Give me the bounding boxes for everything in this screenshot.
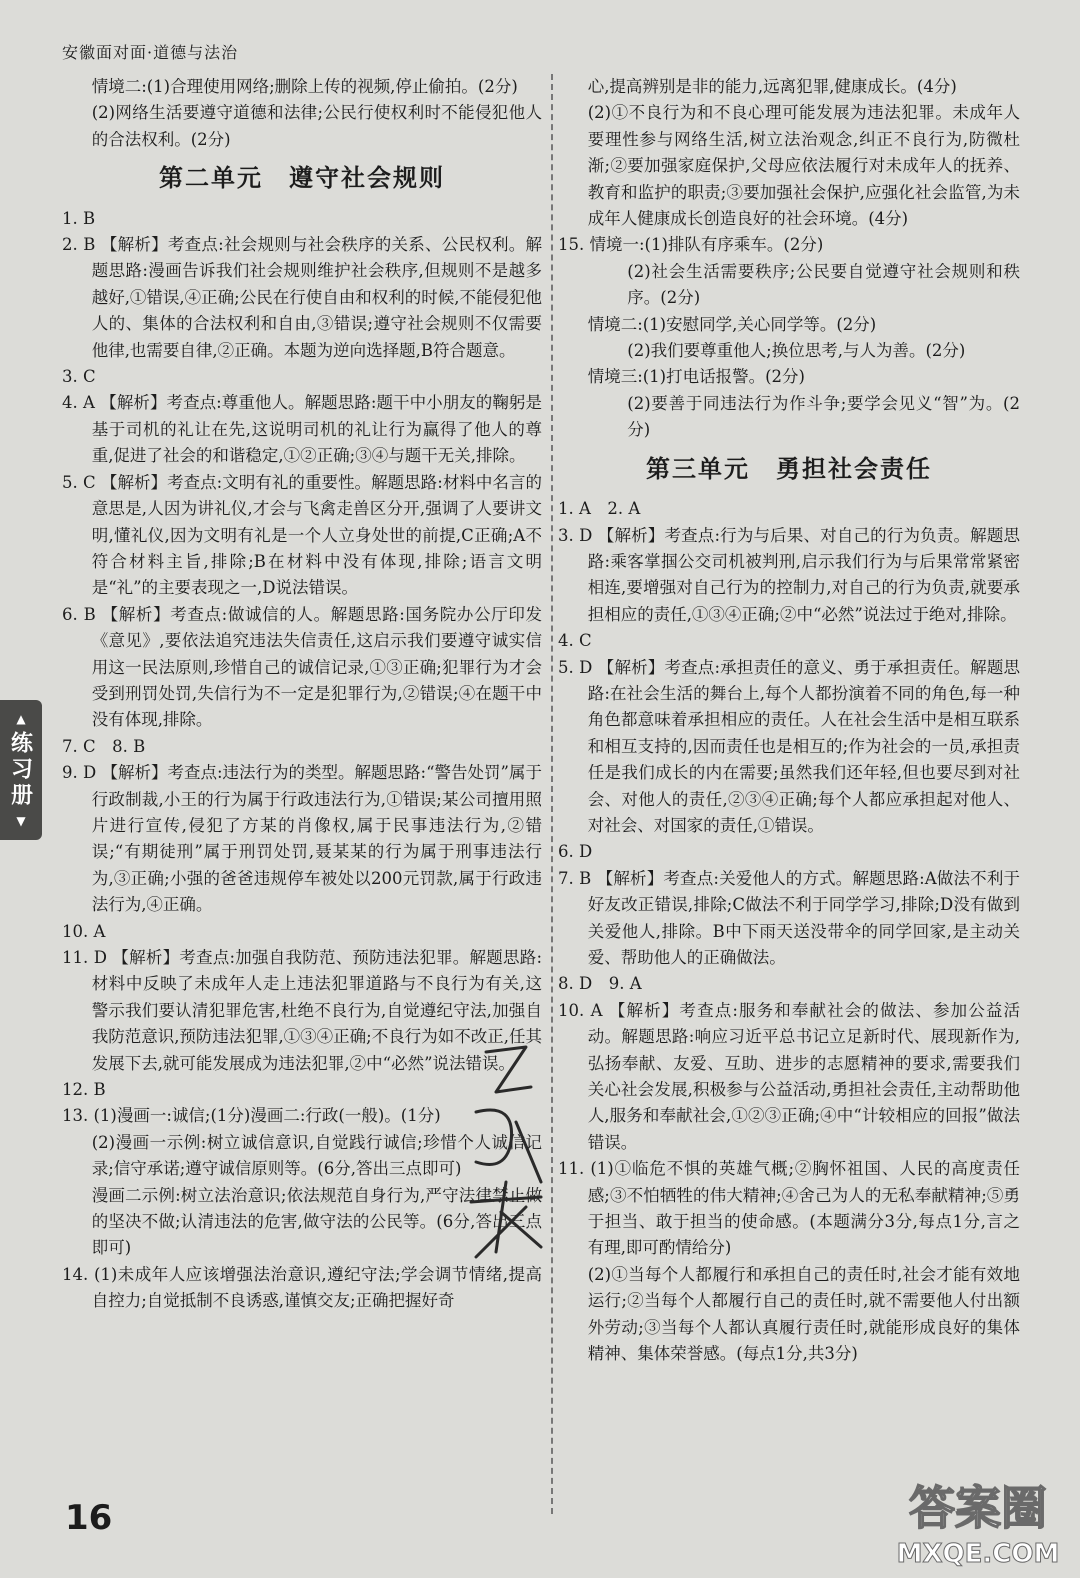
answer-subitem: (2)漫画一示例:树立诚信意识,自觉践行诚信;珍惜个人诚信记录;信守承诺;遵守诚信原则等。(6分,答出三点即可) — [91, 1132, 542, 1179]
triangle-down-icon: ▼ — [16, 814, 26, 828]
answer-subitem: 情境三:(1)打电话报警。(2分) — [587, 367, 805, 387]
answer-item: 13. (1)漫画一:诚信;(1分)漫画二:行政(一般)。(1分) — [62, 1106, 441, 1126]
answer-paragraph: 情境二:(1)合理使用网络;删除上传的视频,停止偷拍。(2分) — [91, 77, 518, 96]
answer-item: 1. B — [62, 208, 96, 228]
answer-item: 5. C 【解析】考查点:文明有礼的重要性。解题思路:材料中名言的意思是,人因为讲礼仪,才会与飞禽走兽区分开,强调了人要讲文明,懂礼仪,因为文明有礼是一个人立身处世的前提,C正确;A不符合材料主旨,排除;B在材料中没有体现,排除;语言文明是“礼”的主要表现之一,D说法错误。 — [62, 472, 542, 598]
answer-paragraph: (2)网络生活要遵守道德和法律;公民行使权利时不能侵犯他人的合法权利。(2分) — [91, 103, 542, 149]
watermark-cn: 答案圈 — [909, 1481, 1047, 1535]
watermark-logo — [888, 1462, 1068, 1572]
answer-item: 4. A 【解析】考查点:尊重他人。解题思路:题干中小朋友的鞠躬是基于司机的礼让在先,这说明司机的礼让行为赢得了他人的尊重,促进了社会的和谐稳定,①②正确;③④与题干无关,排除。 — [62, 393, 542, 466]
answer-item: 3. D 【解析】考查点:行为与后果、对自己的行为负责。解题思路:乘客掌掴公交司机被判刑,启示我们行为与后果常常紧密相连,要增强对自己行为的控制力,对自己的行为负责,就要承担相应的责任,①③④正确;②中“必然”说法过于绝对,排除。 — [558, 525, 1020, 624]
answer-subitem: (2)我们要尊重他人;换位思考,与人为善。(2分) — [627, 341, 966, 361]
page-number: 16 — [65, 1498, 113, 1538]
answer-item: 14. (1)未成年人应该增强法治意识,遵纪守法;学会调节情绪,提高自控力;自觉抵制不良诱惑,谨慎交友;正确把握好奇 — [62, 1264, 542, 1311]
answer-subitem: 漫画二示例:树立法治意识;依法规范自身行为,严守法律禁止做的坚决不做;认清违法的危害,做守法的公民等。(6分,答出三点即可) — [91, 1185, 542, 1258]
handwritten-scribble — [456, 1032, 556, 1262]
section-title: 第三单元 勇担社会责任 — [646, 454, 932, 483]
watermark-en: MXQE.COM — [896, 1539, 1060, 1569]
answer-item: 3. C — [62, 367, 96, 387]
right-column — [558, 74, 1020, 1368]
answer-subitem: (2)要善于同违法行为作斗争;要学会见义“智”为。(2分) — [627, 393, 1020, 440]
running-header: 安徽面对面·道德与法治 — [62, 43, 239, 62]
answer-item: 2. B 【解析】考查点:社会规则与社会秩序的关系、公民权利。解题思路:漫画告诉我们社会规则维护社会秩序,但规则不是越多越好,①错误,④正确;公民在行使自由和权利的时候,不能侵犯他人的、集体的合法权利和自由,③错误;遵守社会规则不仅需要他律,也需要自律,②正确。本题为逆向选择题,B符合题意。 — [62, 235, 542, 360]
answer-subitem: 心,提高辨别是非的能力,远离犯罪,健康成长。(4分) — [587, 77, 957, 96]
answer-item: 1. A 2. A — [558, 499, 641, 519]
answer-item: 11. D 【解析】考查点:加强自我防范、预防违法犯罪。解题思路:材料中反映了未成年人走上违法犯罪道路与不良行为有关,这警示我们要认清犯罪危害,杜绝不良行为,自觉遵纪守法,加强自我防范意识,预防违法犯罪,①③④正确;不良行为如不改正,任其发展下去,就可能发展成为违法犯罪,②中“必然”说法错误。 — [62, 948, 542, 1073]
answer-subitem: (2)①当每个人都履行和承担自己的责任时,社会才能有效地运行;②当每个人都履行自己的责任时,就不需要他人付出额外劳动;③当每个人都认真履行责任时,就能形成良好的集体精神、集体荣誉感。(每点1分,共3分) — [587, 1264, 1020, 1364]
answer-subitem: 情境二:(1)安慰同学,关心同学等。(2分) — [587, 314, 877, 334]
answer-item: 15. 情境一:(1)排队有序乘车。(2分) — [558, 235, 824, 255]
answer-item: 5. D 【解析】考查点:承担责任的意义、勇于承担责任。解题思路:在社会生活的舞台上,每个人都扮演着不同的角色,每一种角色都意味着承担相应的责任。人在社会生活中是相互联系和相互支持的,因而责任也是相互的;作为社会的一员,承担责任是我们成长的内在需要;虽然我们还年轻,但也要尽到对社会、对他人的责任,②③④正确;每个人都应承担起对他人、对社会、对国家的责任,①错误。 — [558, 657, 1020, 835]
answer-subitem: (2)社会生活需要秩序;公民要自觉遵守社会规则和秩序。(2分) — [627, 261, 1020, 308]
answer-item: 9. D 【解析】考查点:违法行为的类型。解题思路:“警告处罚”属于行政制裁,小王的行为属于行政违法行为,①错误;某公司擅用照片进行宣传,侵犯了方某的肖像权,属于民事违法行为,②错误;“有期徒刑”属于刑罚处罚,聂某某的行为属于刑事违法行为,③正确;小强的爸爸违规停车被处以200元罚款,属于行政违法行为,④正确。 — [62, 763, 542, 915]
column-divider — [551, 74, 553, 1514]
answer-item: 6. B 【解析】考查点:做诚信的人。解题思路:国务院办公厅印发《意见》,要依法追究违法失信责任,这启示我们要遵守诚实信用这一民法原则,珍惜自己的诚信记录,①③正确;犯罪行为才会受到刑罚处罚,失信行为不一定是犯罪行为,②错误;④在题干中没有体现,排除。 — [62, 604, 542, 730]
answer-item: 12. B — [62, 1080, 106, 1100]
section-title: 第二单元 遵守社会规则 — [159, 164, 445, 193]
answer-item: 7. C 8. B — [62, 736, 146, 756]
answer-item: 10. A — [62, 921, 106, 941]
answer-subitem: (2)①不良行为和不良心理可能发展为违法犯罪。未成年人要理性参与网络生活,树立法治观念,纠正不良行为,防微杜渐;②要加强家庭保护,父母应依法履行对未成年人的抚养、教育和监护的职责;③要加强社会保护,应强化社会监管,为未成年人健康成长创造良好的社会环境。(4分) — [587, 103, 1020, 229]
answer-item: 4. C — [558, 631, 592, 651]
answer-item: 6. D — [558, 842, 593, 862]
side-tab-label: 练习册 — [7, 731, 34, 809]
answer-item: 8. D 9. A — [558, 974, 642, 994]
triangle-up-icon: ▲ — [16, 712, 26, 726]
answer-item: 7. B 【解析】考查点:关爱他人的方式。解题思路:A做法不利于好友改正错误,排除;C做法不利于同学学习,排除;D没有做到关爱他人,排除。B中下雨天送没带伞的同学回家,是主动关爱、帮助他人的正确做法。 — [558, 868, 1020, 967]
side-tab — [0, 700, 42, 840]
answer-item: 11. (1)①临危不惧的英雄气概;②胸怀祖国、人民的高度责任感;③不怕牺牲的伟大精神;④舍己为人的无私奉献精神;⑤勇于担当、敢于担当的使命感。(本题满分3分,每点1分,言之有理,即可酌情给分) — [558, 1159, 1020, 1258]
answer-item: 10. A 【解析】考查点:服务和奉献社会的做法、参加公益活动。解题思路:响应习近平总书记立足新时代、展现新作为,弘扬奉献、友爱、互助、进步的志愿精神的要求,需要我们关心社会发展,积极参与公益活动,勇担社会责任,主动帮助他人,服务和奉献社会,①②③正确;④中“计较相应的回报”做法错误。 — [558, 1000, 1020, 1152]
